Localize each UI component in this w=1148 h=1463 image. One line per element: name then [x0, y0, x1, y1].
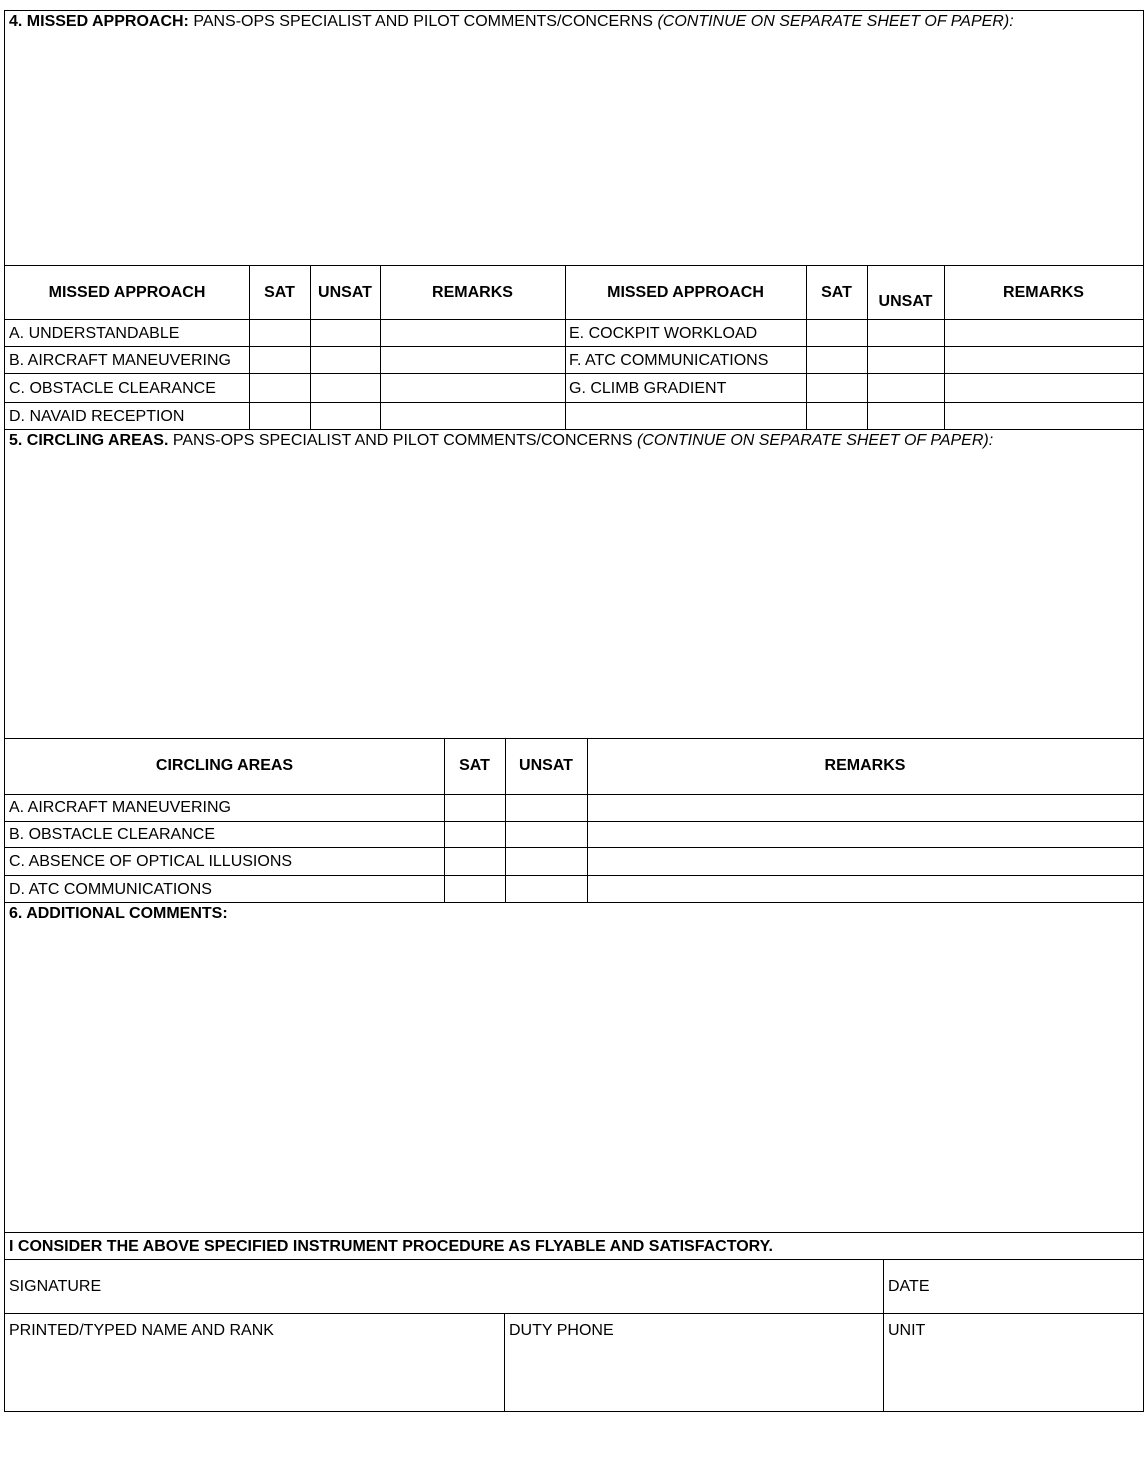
divider	[5, 402, 1143, 403]
row-label: A. AIRCRAFT MANEUVERING	[9, 799, 231, 816]
divider	[5, 875, 1143, 876]
date-field[interactable]	[945, 1261, 1140, 1313]
section4-title: 4. MISSED APPROACH:	[9, 13, 189, 30]
divider	[5, 319, 1143, 320]
divider	[5, 265, 1143, 266]
header-missed-approach: MISSED APPROACH	[607, 284, 764, 301]
divider	[5, 373, 1143, 374]
header-missed-approach: MISSED APPROACH	[48, 284, 206, 301]
divider	[5, 1259, 1143, 1260]
section5-description: PANS-OPS SPECIALIST AND PILOT COMMENTS/CONCERNS	[172, 432, 633, 449]
header-sat: SAT	[459, 757, 490, 774]
divider	[5, 429, 1143, 430]
row-label: E. COCKPIT WORKLOAD	[569, 325, 758, 342]
additional-comments-area[interactable]	[5, 925, 1143, 1232]
header-remarks: REMARKS	[824, 757, 906, 774]
unit-label: UNIT	[888, 1322, 926, 1339]
column-divider	[867, 265, 868, 429]
header-circling-areas: CIRCLING AREAS	[155, 757, 294, 774]
row-label: D. ATC COMMUNICATIONS	[9, 881, 212, 898]
section4-description: PANS-OPS SPECIALIST AND PILOT COMMENTS/CONCERNS	[193, 13, 653, 30]
printed-name-field[interactable]	[7, 1343, 501, 1409]
row-label: D. NAVAID RECEPTION	[9, 408, 185, 425]
row-label: C. ABSENCE OF OPTICAL ILLUSIONS	[9, 853, 293, 870]
divider	[5, 738, 1143, 739]
divider	[5, 1232, 1143, 1233]
row-label: B. AIRCRAFT MANEUVERING	[9, 352, 231, 369]
certification-statement: I CONSIDER THE ABOVE SPECIFIED INSTRUMENT PROCEDURE AS FLYABLE AND SATISFACTORY.	[9, 1238, 773, 1255]
column-divider	[504, 1313, 505, 1411]
duty-phone-label: DUTY PHONE	[509, 1322, 614, 1339]
header-unsat: UNSAT	[318, 284, 372, 301]
duty-phone-field[interactable]	[507, 1343, 880, 1409]
header-sat: SAT	[821, 284, 852, 301]
row-label: A. UNDERSTANDABLE	[9, 325, 180, 342]
section6-title: 6. ADDITIONAL COMMENTS:	[9, 905, 228, 922]
row-label: B. OBSTACLE CLEARANCE	[9, 826, 215, 843]
divider	[5, 847, 1143, 848]
row-label: C. OBSTACLE CLEARANCE	[9, 380, 216, 397]
section5-title: 5. CIRCLING AREAS.	[9, 432, 169, 449]
evaluation-form	[4, 10, 1144, 1412]
date-label: DATE	[888, 1278, 930, 1295]
section4-note: (CONTINUE ON SEPARATE SHEET OF PAPER):	[657, 13, 1014, 30]
divider	[5, 346, 1143, 347]
signature-label: SIGNATURE	[9, 1278, 102, 1295]
header-unsat: UNSAT	[878, 293, 933, 310]
section4-heading	[9, 14, 1014, 30]
divider	[5, 821, 1143, 822]
section5-note: (CONTINUE ON SEPARATE SHEET OF PAPER):	[636, 432, 994, 449]
header-unsat: UNSAT	[519, 757, 573, 774]
header-remarks: REMARKS	[1003, 284, 1084, 301]
column-divider	[883, 1259, 884, 1411]
signature-field[interactable]	[125, 1261, 875, 1313]
section5-heading	[9, 433, 993, 449]
divider	[5, 794, 1143, 795]
section4-comments-area[interactable]	[5, 33, 1143, 265]
row-label: G. CLIMB GRADIENT	[569, 380, 727, 397]
printed-name-label: PRINTED/TYPED NAME AND RANK	[9, 1322, 274, 1339]
unit-field[interactable]	[886, 1343, 1141, 1409]
row-label: F. ATC COMMUNICATIONS	[569, 352, 769, 369]
header-remarks: REMARKS	[432, 284, 513, 301]
divider	[5, 902, 1143, 903]
section5-comments-area[interactable]	[5, 452, 1143, 738]
header-sat: SAT	[264, 284, 295, 301]
divider	[5, 1313, 1143, 1314]
